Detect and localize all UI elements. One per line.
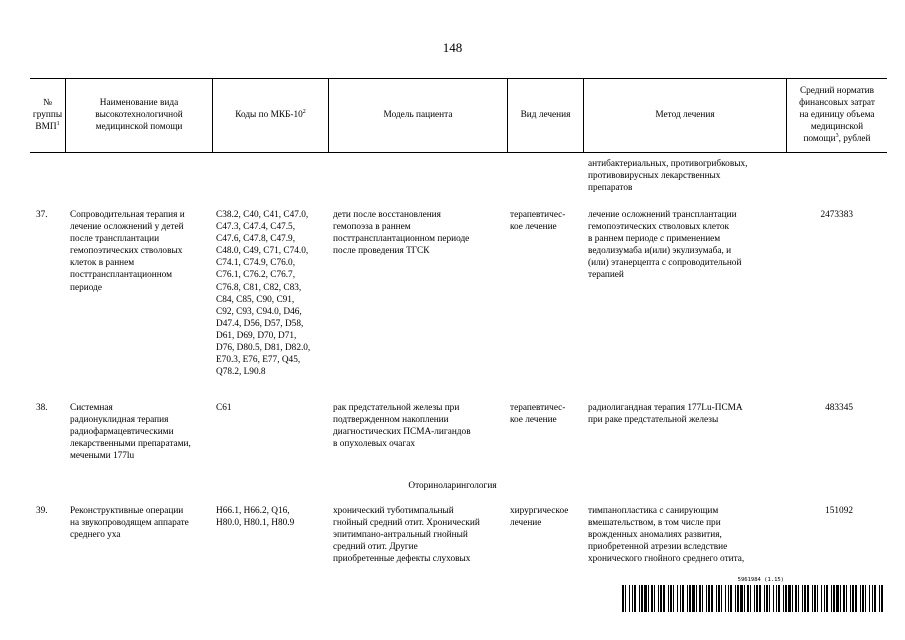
barcode-label: 5961984 (1.15) — [737, 577, 784, 583]
barcode-bar — [735, 585, 736, 612]
barcode-bar — [843, 585, 845, 612]
barcode-bar — [658, 585, 659, 612]
barcode-bar — [850, 585, 851, 612]
barcode — [622, 585, 886, 612]
barcode-bar — [721, 585, 722, 612]
barcode-bar — [833, 585, 835, 612]
barcode-bar — [692, 585, 695, 612]
header-care-type-line: медицинской помощи — [95, 122, 183, 133]
barcode-bar — [668, 585, 669, 612]
continued-method-text: антибактериальных, противогрибковых, противовирусных лекарственных препаратов — [588, 159, 748, 194]
barcode-bar — [759, 585, 761, 612]
barcode-bar — [730, 585, 732, 612]
row-38-number: 38. — [36, 403, 48, 413]
barcode-bar — [673, 585, 674, 612]
barcode-bar — [846, 585, 847, 612]
barcode-bar — [641, 585, 643, 612]
barcode-bar — [769, 585, 770, 612]
row-38-treatment-method: радиолигандная терапия 177Lu-ПСМА при раке предстательной железы — [588, 403, 743, 426]
barcode-bar — [639, 585, 640, 612]
header-average-cost-line: на единицу объема — [799, 109, 875, 120]
header-patient-model — [329, 79, 507, 151]
barcode-bar — [677, 585, 678, 612]
barcode-bar — [824, 585, 825, 612]
barcode-bar — [766, 585, 768, 612]
header-group-line: группы — [32, 109, 63, 120]
barcode-bar — [807, 585, 809, 612]
header-group-line: ВМП — [35, 122, 57, 133]
barcode-bar — [788, 585, 791, 612]
barcode-bar — [737, 585, 739, 612]
row-39-treatment-type: хирургическое лечение — [510, 506, 569, 529]
header-bottom-rule — [30, 152, 887, 153]
barcode-bar — [764, 585, 765, 612]
barcode-bar — [776, 585, 777, 612]
barcode-bar — [798, 585, 799, 612]
barcode-bar — [862, 585, 864, 612]
section-title: Оториноларингология — [408, 481, 497, 491]
barcode-bar — [744, 585, 745, 612]
barcode-bar — [644, 585, 647, 612]
barcode-bar — [865, 585, 866, 612]
row-38-cost: 483345 — [825, 403, 853, 413]
barcode-bar — [750, 585, 751, 612]
row-37-icd-codes: C38.2, C40, C41, C47.0, C47.3, C47.4, C47.5, C47.6, C47.8, C47.9, C48.0, C49, C71, C74.0, C74.1, C74.9, C76.0, C76.1, C76.2, C76.7, C76.8, C81, C82, C83, C84, C85, C90, C91, C92, C93, C94.0, D46, D47.4, D56, D57, D58, D61, D69, D70, D71, D76, D80.5, D81, D82.0, E70.3, E76, E77, Q45, Q78.2, L90.8 — [216, 210, 311, 378]
barcode-bar — [725, 585, 726, 612]
barcode-bar — [740, 585, 743, 612]
row-37-care-type: Сопроводительная терапия и лечение осложнений у детей после трансплантации гемопоэтических стволовых клеток в раннем посттрансплантационном периоде — [70, 210, 185, 293]
barcode-bar — [716, 585, 717, 612]
barcode-bar — [836, 585, 839, 612]
header-treatment-type — [508, 79, 583, 151]
row-38-treatment-type: терапевтичес- кое лечение — [510, 403, 566, 426]
barcode-bar — [826, 585, 828, 612]
barcode-bar — [682, 585, 684, 612]
row-37-treatment-method: лечение осложнений трансплантации гемопоэтических стволовых клеток в раннем периоде с применением ведолизумаба и(или) экулизумаба, и (или) этанерцепта с сопроводительной терапией — [588, 210, 742, 281]
barcode-bar — [817, 585, 818, 612]
header-treatment-type-label: Вид лечения — [520, 109, 571, 120]
header-icd-codes — [213, 79, 328, 151]
footnote-marker: 3 — [835, 133, 839, 140]
header-treatment-method — [584, 79, 786, 151]
row-38-care-type: Системная радионуклидная терапия радиофармацевтическими лекарственными препаратами, мечеными 177lu — [70, 403, 191, 462]
header-average-cost-line: , рублей — [838, 134, 871, 145]
barcode-bar — [881, 585, 883, 612]
barcode-bar — [718, 585, 720, 612]
barcode-bar — [860, 585, 861, 612]
header-icd-codes-label: Коды по МКБ-10 — [235, 109, 303, 120]
row-37-number: 37. — [36, 210, 48, 220]
row-39-treatment-method: тимпанопластика с санирующим вмешательством, в том числе при врожденных аномалиях развития, приобретенной атрезии вследствие хронического гнойного среднего отита, — [588, 506, 745, 565]
row-39-cost: 151092 — [825, 506, 853, 516]
barcode-bar — [660, 585, 662, 612]
barcode-bar — [699, 585, 701, 612]
header-group-line: № — [43, 97, 52, 108]
barcode-bar — [869, 585, 870, 612]
barcode-bar — [792, 585, 793, 612]
row-37-cost: 2473383 — [820, 210, 853, 220]
barcode-bar — [687, 585, 688, 612]
barcode-bar — [711, 585, 713, 612]
barcode-bar — [812, 585, 813, 612]
page-number: 148 — [442, 40, 463, 55]
barcode-bar — [670, 585, 672, 612]
header-average-cost-line: финансовых затрат — [799, 97, 875, 108]
barcode-bar — [747, 585, 749, 612]
barcode-bar — [872, 585, 873, 612]
footnote-marker: 1 — [56, 120, 60, 127]
barcode-bar — [689, 585, 691, 612]
header-patient-model-label: Модель пациента — [383, 109, 453, 120]
footnote-marker: 2 — [302, 108, 306, 115]
header-treatment-method-label: Метод лечения — [655, 109, 715, 120]
row-39-care-type: Реконструктивные операции на звукопроводящем аппарате среднего уха — [70, 506, 189, 541]
barcode-bar — [879, 585, 880, 612]
row-39-patient-model: хронический туботимпальный гнойный средний отит. Хронический эпитимпано-антральный гнойный средний отит. Другие приобретенные дефекты слуховых — [333, 506, 480, 565]
barcode-bar — [831, 585, 832, 612]
barcode-bar — [622, 585, 624, 612]
barcode-bar — [821, 585, 822, 612]
header-average-cost-line: медицинской — [810, 122, 864, 133]
row-39-number: 39. — [36, 506, 48, 516]
barcode-bar — [632, 585, 633, 612]
barcode-bar — [804, 585, 806, 612]
barcode-bar — [706, 585, 707, 612]
header-average-cost — [787, 79, 887, 151]
header-care-type — [66, 79, 212, 151]
barcode-bar — [651, 585, 653, 612]
barcode-bar — [629, 585, 630, 612]
barcode-bar — [654, 585, 655, 612]
barcode-bar — [680, 585, 681, 612]
barcode-bar — [785, 585, 787, 612]
barcode-bar — [754, 585, 755, 612]
row-39-icd-codes: H66.1, H66.2, Q16, H80.0, H80.1, H80.9 — [216, 506, 295, 529]
barcode-bar — [708, 585, 710, 612]
header-average-cost-line: Средний норматив — [799, 85, 875, 96]
barcode-bar — [852, 585, 854, 612]
barcode-bar — [756, 585, 758, 612]
barcode-bar — [773, 585, 774, 612]
barcode-bar — [696, 585, 697, 612]
barcode-bar — [795, 585, 797, 612]
barcode-bar — [840, 585, 841, 612]
header-average-cost-line: помощи — [803, 134, 836, 145]
barcode-bar — [874, 585, 876, 612]
barcode-bar — [802, 585, 803, 612]
row-37-treatment-type: терапевтичес- кое лечение — [510, 210, 566, 233]
barcode-bar — [728, 585, 729, 612]
barcode-bar — [663, 585, 665, 612]
header-care-type-line: Наименование вида — [99, 97, 179, 108]
row-38-icd-codes: C61 — [216, 403, 232, 413]
header-care-type-line: высокотехнологичной — [95, 109, 183, 120]
barcode-bar — [634, 585, 636, 612]
row-38-patient-model: рак предстательной железы при подтвержденном накоплении диагностических ПСМА-лигандов в опухолевых очагах — [333, 403, 471, 450]
barcode-bar — [625, 585, 626, 612]
barcode-bar — [855, 585, 857, 612]
barcode-bar — [648, 585, 649, 612]
header-group-number — [30, 79, 65, 151]
barcode-bar — [702, 585, 703, 612]
barcode-bar — [783, 585, 784, 612]
barcode-bar — [814, 585, 816, 612]
barcode-bar — [778, 585, 780, 612]
row-37-patient-model: дети после восстановления гемопоэза в раннем посттрансплантационном периоде после проведения ТГСК — [333, 210, 470, 257]
